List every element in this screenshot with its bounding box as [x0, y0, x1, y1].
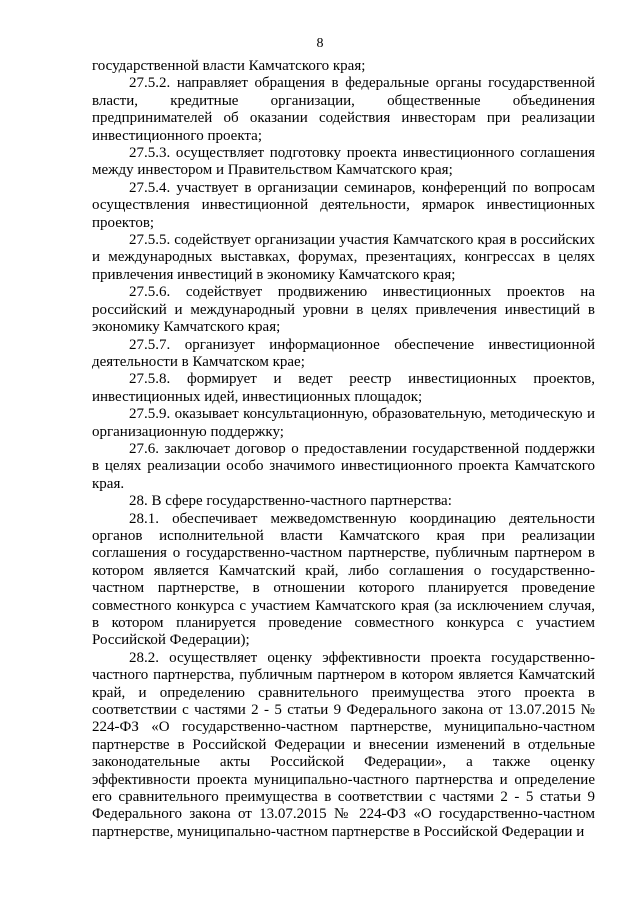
paragraph-28: 28. В сфере государственно-частного партнерства:	[129, 493, 452, 510]
page-number: 8	[316, 36, 324, 51]
paragraph-27-5-6: 27.5.6. содействует продвижению инвестиционных проектов на российский и международный уровни в целях привлечения инвестиций в экономику Камчатского края;	[92, 284, 595, 336]
paragraph-27-6: 27.6. заключает договор о предоставлении государственной поддержки в целях реализации особо значимого инвестиционного проекта Камчатского края.	[92, 440, 595, 492]
paragraph-28-1: 28.1. обеспечивает межведомственную координацию деятельности органов исполнительной власти Камчатского края при реализации соглашения о государственно-частном партнерстве, публичным партнером в котором является Камчатский край, либо соглашения о государственно-частном партнерстве, в отношении которого планируется проведение совместного конкурса с участием Камчатского края (за исключением случая, в котором планируется проведение совместного конкурса с участием Российской Федерации);	[92, 510, 595, 649]
paragraph-27-5-2: 27.5.2. направляет обращения в федеральные органы государственной власти, кредитные организации, общественные объединения предпринимателей об оказании содействия инвесторам при реализации инвестиционного проекта;	[92, 75, 595, 144]
paragraph-27-5-7: 27.5.7. организует информационное обеспечение инвестиционной деятельности в Камчатском крае;	[92, 336, 595, 370]
paragraph-continuation: государственной власти Камчатского края;	[92, 58, 366, 74]
paragraph-28-2: 28.2. осуществляет оценку эффективности проекта государственно-частного партнерства, публичным партнером в котором является Камчатский край, и определению сравнительного преимущества этого проекта в соответствии с частями 2 - 5 статьи 9 Федерального закона от 13.07.2015 № 224-ФЗ «О государственно-частном партнерстве, муниципально-частном партнерстве в Российской Федерации и внесении изменений в отдельные законодательные акты Российской Федерации», а также оценку эффективности проекта муниципально-частного партнерства и определение его сравнительного преимущества в соответствии с частями 2 - 5 статьи 9 Федерального закона от 13.07.2015 № 224-ФЗ «О государственно-частном партнерстве, муниципально-частном партнерстве в Российской Федерации и	[92, 649, 595, 840]
paragraph-27-5-9: 27.5.9. оказывает консультационную, образовательную, методическую и организационную поддержку;	[92, 406, 595, 440]
paragraph-27-5-5: 27.5.5. содействует организации участия Камчатского края в российских и международных выставках, форумах, презентациях, конгрессах в целях привлечения инвестиций в экономику Камчатского края;	[92, 232, 595, 283]
paragraph-27-5-8: 27.5.8. формирует и ведет реестр инвестиционных проектов, инвестиционных идей, инвестиционных площадок;	[92, 371, 595, 405]
paragraph-27-5-3: 27.5.3. осуществляет подготовку проекта инвестиционного соглашения между инвестором и Правительством Камчатского края;	[92, 145, 595, 179]
paragraph-27-5-4: 27.5.4. участвует в организации семинаров, конференций по вопросам осуществления инвестиционной деятельности, ярмарок инвестиционных проектов;	[92, 179, 595, 231]
document-body	[92, 58, 595, 841]
